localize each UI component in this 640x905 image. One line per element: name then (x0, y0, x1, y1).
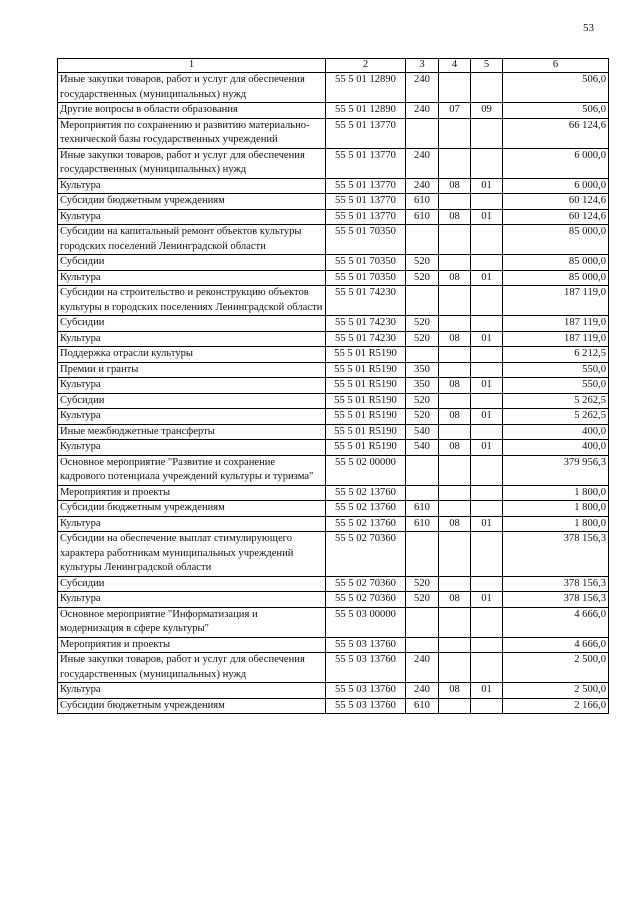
row-subsection-cell: 01 (471, 178, 503, 194)
row-code-cell: 55 5 01 12890 (326, 103, 406, 119)
row-code-cell: 55 5 01 13770 (326, 178, 406, 194)
row-expense-type-cell: 540 (406, 424, 439, 440)
table-row (58, 225, 609, 255)
row-code-cell: 55 5 01 74230 (326, 286, 406, 316)
row-name-cell: Основное мероприятие "Информатизация и модернизация в сфере культуры" (58, 607, 326, 637)
row-name-cell: Иные межбюджетные трансферты (58, 424, 326, 440)
row-code-cell: 55 5 03 13760 (326, 637, 406, 653)
row-section-cell: 07 (439, 103, 471, 119)
row-subsection-cell (471, 118, 503, 148)
row-name-cell: Культура (58, 178, 326, 194)
row-amount-cell: 1 800,0 (503, 516, 609, 532)
table-row (58, 347, 609, 363)
table-row (58, 440, 609, 456)
row-section-cell (439, 455, 471, 485)
table-row (58, 73, 609, 103)
row-expense-type-cell: 520 (406, 393, 439, 409)
row-expense-type-cell: 520 (406, 331, 439, 347)
row-name-cell: Культура (58, 516, 326, 532)
column-header: 5 (471, 59, 503, 73)
table-row (58, 209, 609, 225)
row-section-cell (439, 393, 471, 409)
row-amount-cell: 550,0 (503, 362, 609, 378)
row-code-cell: 55 5 01 R5190 (326, 362, 406, 378)
row-code-cell: 55 5 02 00000 (326, 455, 406, 485)
row-amount-cell: 6 000,0 (503, 148, 609, 178)
row-amount-cell: 60 124,6 (503, 194, 609, 210)
row-section-cell: 08 (439, 270, 471, 286)
row-expense-type-cell (406, 485, 439, 501)
row-expense-type-cell (406, 225, 439, 255)
row-subsection-cell (471, 286, 503, 316)
row-name-cell: Субсидии (58, 576, 326, 592)
table-row (58, 270, 609, 286)
table-row (58, 607, 609, 637)
table-row (58, 637, 609, 653)
row-subsection-cell: 01 (471, 440, 503, 456)
row-code-cell: 55 5 01 74230 (326, 331, 406, 347)
row-amount-cell: 187 119,0 (503, 286, 609, 316)
row-name-cell: Иные закупки товаров, работ и услуг для обеспечения государственных (муниципальных) нужд (58, 148, 326, 178)
row-amount-cell: 400,0 (503, 440, 609, 456)
row-section-cell (439, 501, 471, 517)
row-code-cell: 55 5 01 R5190 (326, 440, 406, 456)
row-amount-cell: 85 000,0 (503, 225, 609, 255)
row-subsection-cell (471, 316, 503, 332)
table-row (58, 683, 609, 699)
row-code-cell: 55 5 03 13760 (326, 683, 406, 699)
row-name-cell: Мероприятия и проекты (58, 637, 326, 653)
column-header: 3 (406, 59, 439, 73)
row-expense-type-cell: 240 (406, 148, 439, 178)
row-section-cell (439, 576, 471, 592)
row-subsection-cell (471, 148, 503, 178)
row-section-cell (439, 637, 471, 653)
row-amount-cell: 400,0 (503, 424, 609, 440)
row-name-cell: Субсидии (58, 255, 326, 271)
row-subsection-cell (471, 653, 503, 683)
row-expense-type-cell: 520 (406, 576, 439, 592)
row-subsection-cell (471, 194, 503, 210)
row-name-cell: Субсидии бюджетным учреждениям (58, 501, 326, 517)
table-row (58, 698, 609, 714)
row-amount-cell: 5 262,5 (503, 409, 609, 425)
row-code-cell: 55 5 01 R5190 (326, 409, 406, 425)
row-amount-cell: 4 666,0 (503, 607, 609, 637)
row-expense-type-cell: 520 (406, 255, 439, 271)
row-section-cell (439, 118, 471, 148)
table-row (58, 286, 609, 316)
row-amount-cell: 506,0 (503, 103, 609, 119)
row-section-cell (439, 532, 471, 577)
row-code-cell: 55 5 01 R5190 (326, 347, 406, 363)
row-name-cell: Мероприятия по сохранению и развитию материально-технической базы государственных учреждений (58, 118, 326, 148)
row-subsection-cell (471, 637, 503, 653)
row-amount-cell: 85 000,0 (503, 270, 609, 286)
table-row (58, 378, 609, 394)
row-amount-cell: 187 119,0 (503, 331, 609, 347)
row-code-cell: 55 5 02 70360 (326, 532, 406, 577)
row-name-cell: Поддержка отрасли культуры (58, 347, 326, 363)
row-code-cell: 55 5 01 74230 (326, 316, 406, 332)
row-name-cell: Культура (58, 378, 326, 394)
row-name-cell: Субсидии бюджетным учреждениям (58, 698, 326, 714)
page-number: 53 (583, 22, 594, 34)
row-name-cell: Культура (58, 209, 326, 225)
row-expense-type-cell: 240 (406, 653, 439, 683)
row-subsection-cell (471, 607, 503, 637)
row-expense-type-cell: 350 (406, 378, 439, 394)
row-code-cell: 55 5 01 R5190 (326, 393, 406, 409)
row-code-cell: 55 5 01 13770 (326, 148, 406, 178)
row-code-cell: 55 5 01 13770 (326, 118, 406, 148)
row-amount-cell: 85 000,0 (503, 255, 609, 271)
row-expense-type-cell (406, 118, 439, 148)
row-code-cell: 55 5 02 70360 (326, 576, 406, 592)
table-row (58, 653, 609, 683)
budget-table (57, 58, 609, 714)
row-amount-cell: 2 166,0 (503, 698, 609, 714)
row-expense-type-cell: 240 (406, 683, 439, 699)
row-expense-type-cell: 540 (406, 440, 439, 456)
row-subsection-cell (471, 576, 503, 592)
table-row (58, 118, 609, 148)
row-amount-cell: 187 119,0 (503, 316, 609, 332)
table-row (58, 148, 609, 178)
row-name-cell: Субсидии на капитальный ремонт объектов культуры городских поселений Ленинградской области (58, 225, 326, 255)
row-subsection-cell: 01 (471, 683, 503, 699)
table-row (58, 178, 609, 194)
table-row (58, 455, 609, 485)
row-name-cell: Культура (58, 592, 326, 608)
row-expense-type-cell: 240 (406, 73, 439, 103)
row-subsection-cell (471, 362, 503, 378)
row-subsection-cell (471, 698, 503, 714)
row-expense-type-cell: 240 (406, 178, 439, 194)
row-amount-cell: 2 500,0 (503, 683, 609, 699)
row-code-cell: 55 5 02 13760 (326, 485, 406, 501)
row-subsection-cell (471, 501, 503, 517)
row-section-cell (439, 347, 471, 363)
row-subsection-cell: 01 (471, 331, 503, 347)
row-name-cell: Культура (58, 440, 326, 456)
row-name-cell: Субсидии бюджетным учреждениям (58, 194, 326, 210)
column-header: 2 (326, 59, 406, 73)
row-amount-cell: 378 156,3 (503, 592, 609, 608)
row-section-cell: 08 (439, 592, 471, 608)
table-body (58, 73, 609, 714)
column-header: 6 (503, 59, 609, 73)
table-row (58, 393, 609, 409)
row-section-cell (439, 148, 471, 178)
row-section-cell (439, 424, 471, 440)
row-section-cell (439, 607, 471, 637)
row-section-cell (439, 698, 471, 714)
row-name-cell: Субсидии на обеспечение выплат стимулирующего характера работникам муниципальных учреждений культуры Ленинградской области (58, 532, 326, 577)
row-subsection-cell (471, 485, 503, 501)
row-section-cell (439, 194, 471, 210)
row-code-cell: 55 5 03 13760 (326, 698, 406, 714)
row-section-cell: 08 (439, 409, 471, 425)
row-code-cell: 55 5 03 13760 (326, 653, 406, 683)
table-row (58, 103, 609, 119)
row-code-cell: 55 5 02 13760 (326, 501, 406, 517)
row-expense-type-cell: 520 (406, 592, 439, 608)
table-row (58, 255, 609, 271)
row-code-cell: 55 5 01 12890 (326, 73, 406, 103)
table-row (58, 331, 609, 347)
row-amount-cell: 4 666,0 (503, 637, 609, 653)
column-header: 1 (58, 59, 326, 73)
row-subsection-cell (471, 73, 503, 103)
row-section-cell: 08 (439, 516, 471, 532)
row-expense-type-cell: 350 (406, 362, 439, 378)
row-name-cell: Иные закупки товаров, работ и услуг для обеспечения государственных (муниципальных) нужд (58, 653, 326, 683)
table-row (58, 516, 609, 532)
row-amount-cell: 6 000,0 (503, 178, 609, 194)
row-name-cell: Мероприятия и проекты (58, 485, 326, 501)
row-subsection-cell (471, 424, 503, 440)
row-amount-cell: 550,0 (503, 378, 609, 394)
row-amount-cell: 1 800,0 (503, 485, 609, 501)
table-row (58, 316, 609, 332)
row-expense-type-cell: 610 (406, 501, 439, 517)
row-amount-cell: 60 124,6 (503, 209, 609, 225)
row-code-cell: 55 5 01 70350 (326, 255, 406, 271)
row-section-cell: 08 (439, 378, 471, 394)
row-section-cell (439, 73, 471, 103)
row-subsection-cell (471, 347, 503, 363)
row-subsection-cell (471, 532, 503, 577)
row-expense-type-cell: 520 (406, 316, 439, 332)
row-amount-cell: 6 212,5 (503, 347, 609, 363)
row-name-cell: Культура (58, 331, 326, 347)
row-amount-cell: 5 262,5 (503, 393, 609, 409)
row-section-cell (439, 286, 471, 316)
row-section-cell (439, 225, 471, 255)
row-code-cell: 55 5 01 70350 (326, 225, 406, 255)
row-name-cell: Иные закупки товаров, работ и услуг для обеспечения государственных (муниципальных) нужд (58, 73, 326, 103)
row-code-cell: 55 5 01 13770 (326, 194, 406, 210)
row-amount-cell: 66 124,6 (503, 118, 609, 148)
row-subsection-cell: 01 (471, 592, 503, 608)
row-expense-type-cell: 520 (406, 409, 439, 425)
row-section-cell: 08 (439, 209, 471, 225)
row-expense-type-cell: 520 (406, 270, 439, 286)
row-amount-cell: 506,0 (503, 73, 609, 103)
row-expense-type-cell (406, 607, 439, 637)
row-section-cell (439, 316, 471, 332)
row-name-cell: Субсидии (58, 316, 326, 332)
row-code-cell: 55 5 02 13760 (326, 516, 406, 532)
row-subsection-cell: 01 (471, 209, 503, 225)
row-subsection-cell: 01 (471, 378, 503, 394)
table-row (58, 362, 609, 378)
row-section-cell: 08 (439, 683, 471, 699)
row-expense-type-cell: 610 (406, 698, 439, 714)
row-code-cell: 55 5 01 13770 (326, 209, 406, 225)
row-expense-type-cell (406, 286, 439, 316)
row-section-cell: 08 (439, 178, 471, 194)
row-amount-cell: 1 800,0 (503, 501, 609, 517)
table-row (58, 409, 609, 425)
row-expense-type-cell: 610 (406, 209, 439, 225)
row-expense-type-cell: 240 (406, 103, 439, 119)
row-subsection-cell (471, 255, 503, 271)
table-row (58, 485, 609, 501)
row-section-cell: 08 (439, 440, 471, 456)
row-expense-type-cell (406, 455, 439, 485)
row-name-cell: Субсидии на строительство и реконструкцию объектов культуры в городских поселениях Ленинградской области (58, 286, 326, 316)
row-code-cell: 55 5 01 R5190 (326, 378, 406, 394)
row-expense-type-cell (406, 532, 439, 577)
row-name-cell: Культура (58, 270, 326, 286)
row-subsection-cell: 01 (471, 409, 503, 425)
row-name-cell: Субсидии (58, 393, 326, 409)
row-section-cell (439, 485, 471, 501)
row-code-cell: 55 5 01 R5190 (326, 424, 406, 440)
row-expense-type-cell: 610 (406, 516, 439, 532)
header-row (58, 59, 609, 73)
row-amount-cell: 378 156,3 (503, 576, 609, 592)
table-row (58, 576, 609, 592)
table-row (58, 424, 609, 440)
row-section-cell (439, 653, 471, 683)
row-code-cell: 55 5 02 70360 (326, 592, 406, 608)
row-section-cell: 08 (439, 331, 471, 347)
row-expense-type-cell (406, 637, 439, 653)
row-expense-type-cell (406, 347, 439, 363)
row-subsection-cell: 01 (471, 516, 503, 532)
row-code-cell: 55 5 01 70350 (326, 270, 406, 286)
row-name-cell: Другие вопросы в области образования (58, 103, 326, 119)
row-subsection-cell (471, 225, 503, 255)
row-amount-cell: 379 956,3 (503, 455, 609, 485)
table-row (58, 194, 609, 210)
row-subsection-cell (471, 393, 503, 409)
row-amount-cell: 2 500,0 (503, 653, 609, 683)
row-section-cell (439, 362, 471, 378)
row-name-cell: Культура (58, 409, 326, 425)
row-subsection-cell (471, 455, 503, 485)
column-header: 4 (439, 59, 471, 73)
row-code-cell: 55 5 03 00000 (326, 607, 406, 637)
row-subsection-cell: 01 (471, 270, 503, 286)
table-row (58, 501, 609, 517)
row-name-cell: Премии и гранты (58, 362, 326, 378)
table-row (58, 532, 609, 577)
row-name-cell: Основное мероприятие "Развитие и сохранение кадрового потенциала учреждений культуры и туризма" (58, 455, 326, 485)
row-expense-type-cell: 610 (406, 194, 439, 210)
row-amount-cell: 378 156,3 (503, 532, 609, 577)
row-subsection-cell: 09 (471, 103, 503, 119)
row-name-cell: Культура (58, 683, 326, 699)
table-row (58, 592, 609, 608)
row-section-cell (439, 255, 471, 271)
